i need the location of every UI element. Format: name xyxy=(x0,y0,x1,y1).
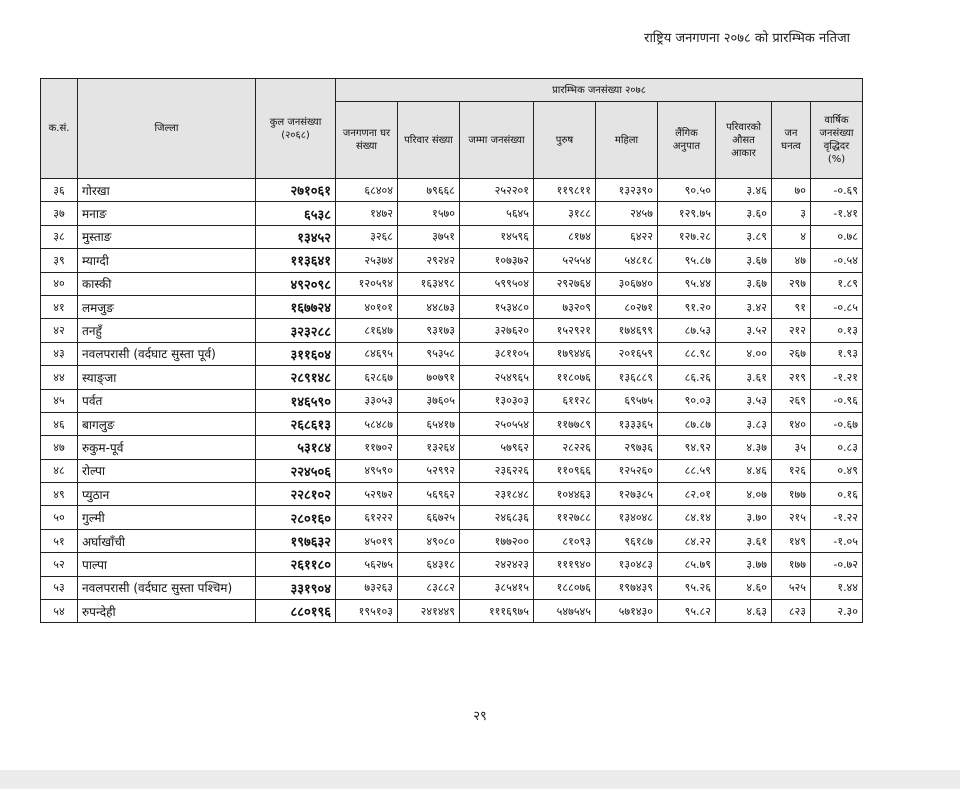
table-row xyxy=(41,342,863,365)
cell-district: प्युठान xyxy=(78,483,256,506)
cell-sex-ratio: ९५.२६ xyxy=(658,576,716,599)
cell-growth-rate: १.८९ xyxy=(811,272,863,295)
cell-density: १४० xyxy=(772,412,811,435)
cell-male: ५४७५४५ xyxy=(534,600,596,623)
cell-houses: १४७२ xyxy=(336,202,398,225)
cell-female: २०१६५९ xyxy=(596,342,658,365)
cell-district: पाल्पा xyxy=(78,553,256,576)
cell-sex-ratio: ८८.९८ xyxy=(658,342,716,365)
cell-density: ३ xyxy=(772,202,811,225)
cell-households: ५६९६२ xyxy=(398,483,460,506)
table-row xyxy=(41,412,863,435)
cell-male: १७९४४६ xyxy=(534,342,596,365)
cell-growth-rate: -०.५४ xyxy=(811,249,863,272)
cell-population: २३६२२६ xyxy=(460,459,534,482)
cell-district: तनहुँ xyxy=(78,319,256,342)
cell-sn: ४० xyxy=(41,272,78,295)
cell-growth-rate: -०.६७ xyxy=(811,412,863,435)
cell-households: २९२४२ xyxy=(398,249,460,272)
cell-sn: ५४ xyxy=(41,600,78,623)
report-title: राष्ट्रिय जनगणना २०७८ को प्रारम्भिक नतिजा xyxy=(644,31,850,46)
cell-district: नवलपरासी (वर्दघाट सुस्ता पश्चिम) xyxy=(78,576,256,599)
header-male: पुरुष xyxy=(534,102,596,179)
cell-male: ७३२०९ xyxy=(534,295,596,318)
table-row xyxy=(41,389,863,412)
cell-sn: ३९ xyxy=(41,249,78,272)
cell-houses: ३२६८ xyxy=(336,225,398,248)
cell-avg-household-size: ३.६१ xyxy=(716,529,772,552)
table-row xyxy=(41,529,863,552)
cell-avg-household-size: ४.४६ xyxy=(716,459,772,482)
cell-male: १११९४० xyxy=(534,553,596,576)
cell-sn: ४६ xyxy=(41,412,78,435)
cell-sn: ४१ xyxy=(41,295,78,318)
cell-households: ९३१७३ xyxy=(398,319,460,342)
header-houses: जनगणना घर संख्या xyxy=(336,102,398,179)
cell-households: ३७५१ xyxy=(398,225,460,248)
cell-growth-rate: -०.७२ xyxy=(811,553,863,576)
cell-avg-household-size: ४.६० xyxy=(716,576,772,599)
table-row xyxy=(41,483,863,506)
cell-population: २४६८३६ xyxy=(460,506,534,529)
cell-sex-ratio: ८७.५३ xyxy=(658,319,716,342)
table-body xyxy=(41,179,863,623)
cell-population: १५३४८० xyxy=(460,295,534,318)
cell-density: १७७ xyxy=(772,553,811,576)
cell-male: २८२२६ xyxy=(534,436,596,459)
cell-households: ६४३१८ xyxy=(398,553,460,576)
cell-sn: ४५ xyxy=(41,389,78,412)
cell-female: १३६८८९ xyxy=(596,366,658,389)
table-row xyxy=(41,506,863,529)
cell-sn: ४४ xyxy=(41,366,78,389)
table-row xyxy=(41,459,863,482)
cell-population: २५२२०१ xyxy=(460,179,534,202)
cell-density: ८२३ xyxy=(772,600,811,623)
cell-male: ६११२८ xyxy=(534,389,596,412)
cell-sn: ४७ xyxy=(41,436,78,459)
cell-total-pop-2068: ८८०१९६ xyxy=(256,600,336,623)
cell-sn: ५० xyxy=(41,506,78,529)
cell-avg-household-size: ३.८३ xyxy=(716,412,772,435)
table-row xyxy=(41,600,863,623)
cell-population: २३१८४८ xyxy=(460,483,534,506)
cell-avg-household-size: ३.७० xyxy=(716,506,772,529)
cell-sex-ratio: १२९.७५ xyxy=(658,202,716,225)
cell-avg-household-size: ३.४६ xyxy=(716,179,772,202)
cell-houses: ४०१०१ xyxy=(336,295,398,318)
cell-sn: ४२ xyxy=(41,319,78,342)
cell-households: ३७६०५ xyxy=(398,389,460,412)
cell-sn: ३६ xyxy=(41,179,78,202)
cell-houses: ७३२६३ xyxy=(336,576,398,599)
cell-total-pop-2068: २८९१४८ xyxy=(256,366,336,389)
cell-population: २५०५५४ xyxy=(460,412,534,435)
cell-district: गोरखा xyxy=(78,179,256,202)
cell-households: ५२९९२ xyxy=(398,459,460,482)
cell-district: कास्की xyxy=(78,272,256,295)
cell-avg-household-size: ४.०७ xyxy=(716,483,772,506)
cell-density: ३५ xyxy=(772,436,811,459)
cell-households: ६५४१७ xyxy=(398,412,460,435)
cell-avg-household-size: ३.५३ xyxy=(716,389,772,412)
cell-total-pop-2068: ३३१९०४ xyxy=(256,576,336,599)
cell-density: २६७ xyxy=(772,342,811,365)
cell-district: अर्घाखाँची xyxy=(78,529,256,552)
cell-houses: ६१२२२ xyxy=(336,506,398,529)
cell-male: ११९८११ xyxy=(534,179,596,202)
cell-households: ७९६६८ xyxy=(398,179,460,202)
cell-growth-rate: ०.१६ xyxy=(811,483,863,506)
cell-density: २१२ xyxy=(772,319,811,342)
cell-growth-rate: ०.१३ xyxy=(811,319,863,342)
cell-total-pop-2068: १४६५९० xyxy=(256,389,336,412)
cell-total-pop-2068: ३२३२८८ xyxy=(256,319,336,342)
cell-households: १३२६४ xyxy=(398,436,460,459)
cell-houses: ४९५९० xyxy=(336,459,398,482)
cell-population: ३८५४१५ xyxy=(460,576,534,599)
cell-sn: ४३ xyxy=(41,342,78,365)
header-female: महिला xyxy=(596,102,658,179)
table-row xyxy=(41,319,863,342)
table-row xyxy=(41,553,863,576)
cell-total-pop-2068: ३११६०४ xyxy=(256,342,336,365)
cell-sex-ratio: ९१.२० xyxy=(658,295,716,318)
cell-sex-ratio: ८५.७९ xyxy=(658,553,716,576)
table-row xyxy=(41,225,863,248)
cell-avg-household-size: ४.३७ xyxy=(716,436,772,459)
header-sn: क.सं. xyxy=(41,79,78,179)
cell-households: २४१४४९ xyxy=(398,600,460,623)
cell-population: ५६४५ xyxy=(460,202,534,225)
cell-male: ११०९६६ xyxy=(534,459,596,482)
cell-total-pop-2068: २७१०६१ xyxy=(256,179,336,202)
cell-female: १३३३६५ xyxy=(596,412,658,435)
cell-female: ५७१४३० xyxy=(596,600,658,623)
cell-density: १२६ xyxy=(772,459,811,482)
cell-total-pop-2068: २२८१०२ xyxy=(256,483,336,506)
cell-sex-ratio: ८८.५९ xyxy=(658,459,716,482)
header-growth-rate: वार्षिक जनसंख्या वृद्धिदर (%) xyxy=(811,102,863,179)
cell-growth-rate: -०.६९ xyxy=(811,179,863,202)
cell-density: १७७ xyxy=(772,483,811,506)
table-row xyxy=(41,576,863,599)
cell-houses: ५६२७५ xyxy=(336,553,398,576)
header-population: जम्मा जनसंख्या xyxy=(460,102,534,179)
cell-sex-ratio: १२७.२८ xyxy=(658,225,716,248)
cell-female: ६४२२ xyxy=(596,225,658,248)
cell-male: ३१८८ xyxy=(534,202,596,225)
cell-sn: ३८ xyxy=(41,225,78,248)
cell-district: स्याङ्जा xyxy=(78,366,256,389)
cell-female: २९७३६ xyxy=(596,436,658,459)
cell-households: ६६७२५ xyxy=(398,506,460,529)
cell-female: १२५२६० xyxy=(596,459,658,482)
cell-growth-rate: -१.४१ xyxy=(811,202,863,225)
cell-avg-household-size: ३.६१ xyxy=(716,366,772,389)
cell-female: ९६१८७ xyxy=(596,529,658,552)
cell-houses: १२०५९४ xyxy=(336,272,398,295)
cell-sex-ratio: ९४.९२ xyxy=(658,436,716,459)
cell-male: ११७७८९ xyxy=(534,412,596,435)
table-row xyxy=(41,249,863,272)
page-number: २९ xyxy=(473,709,487,724)
cell-growth-rate: ०.८३ xyxy=(811,436,863,459)
cell-district: मनाङ xyxy=(78,202,256,225)
cell-sn: ३७ xyxy=(41,202,78,225)
cell-sex-ratio: ९०.५० xyxy=(658,179,716,202)
table-row xyxy=(41,202,863,225)
cell-population: ३२७६२० xyxy=(460,319,534,342)
cell-female: १७४६९९ xyxy=(596,319,658,342)
cell-population: १११६९७५ xyxy=(460,600,534,623)
cell-density: १४९ xyxy=(772,529,811,552)
cell-households: ७०७९१ xyxy=(398,366,460,389)
cell-avg-household-size: ३.६७ xyxy=(716,272,772,295)
table-row xyxy=(41,272,863,295)
cell-avg-household-size: ३.६० xyxy=(716,202,772,225)
cell-sn: ४८ xyxy=(41,459,78,482)
header-avg-household-size: परिवारको औसत आकार xyxy=(716,102,772,179)
cell-district: म्याग्दी xyxy=(78,249,256,272)
cell-households: ८३८८२ xyxy=(398,576,460,599)
header-households: परिवार संख्या xyxy=(398,102,460,179)
cell-houses: २५३७४ xyxy=(336,249,398,272)
cell-growth-rate: १.९३ xyxy=(811,342,863,365)
cell-sex-ratio: ८२.०१ xyxy=(658,483,716,506)
cell-male: ८१७४ xyxy=(534,225,596,248)
cell-total-pop-2068: ४९२०९८ xyxy=(256,272,336,295)
cell-growth-rate: -०.८५ xyxy=(811,295,863,318)
cell-avg-household-size: ३.६७ xyxy=(716,249,772,272)
cell-households: १६३४९८ xyxy=(398,272,460,295)
cell-population: ५७९६२ xyxy=(460,436,534,459)
cell-female: २४५७ xyxy=(596,202,658,225)
cell-total-pop-2068: १६७७२४ xyxy=(256,295,336,318)
cell-growth-rate: -१.०५ xyxy=(811,529,863,552)
cell-density: २६९ xyxy=(772,389,811,412)
cell-district: पर्वत xyxy=(78,389,256,412)
cell-avg-household-size: ४.०० xyxy=(716,342,772,365)
cell-female: १९७४३९ xyxy=(596,576,658,599)
cell-female: १३४०४८ xyxy=(596,506,658,529)
cell-sex-ratio: ९५.८७ xyxy=(658,249,716,272)
cell-growth-rate: १.४४ xyxy=(811,576,863,599)
header-total-pop-2068: कुल जनसंख्या (२०६८) xyxy=(256,79,336,179)
cell-male: १०४४६३ xyxy=(534,483,596,506)
cell-male: २९२७६४ xyxy=(534,272,596,295)
cell-population: २५४९६५ xyxy=(460,366,534,389)
cell-male: १५२९२१ xyxy=(534,319,596,342)
cell-houses: ११७०२ xyxy=(336,436,398,459)
cell-houses: ८१६४७ xyxy=(336,319,398,342)
viewer-bottom-bar xyxy=(0,770,960,789)
cell-total-pop-2068: ११३६४१ xyxy=(256,249,336,272)
cell-houses: ५८४८७ xyxy=(336,412,398,435)
cell-households: ९५३५८ xyxy=(398,342,460,365)
cell-total-pop-2068: २६८६१३ xyxy=(256,412,336,435)
cell-female: १३२३९० xyxy=(596,179,658,202)
cell-male: ५२५५४ xyxy=(534,249,596,272)
cell-density: ५२५ xyxy=(772,576,811,599)
cell-district: लमजुङ xyxy=(78,295,256,318)
cell-sn: ४९ xyxy=(41,483,78,506)
cell-houses: ६२८६७ xyxy=(336,366,398,389)
cell-density: २१५ xyxy=(772,506,811,529)
cell-district: बागलुङ xyxy=(78,412,256,435)
cell-sex-ratio: ९५.४४ xyxy=(658,272,716,295)
cell-male: १८८०७६ xyxy=(534,576,596,599)
cell-growth-rate: २.३० xyxy=(811,600,863,623)
table-row xyxy=(41,436,863,459)
cell-district: गुल्मी xyxy=(78,506,256,529)
cell-houses: ३३०५३ xyxy=(336,389,398,412)
cell-households: ४४८७३ xyxy=(398,295,460,318)
cell-female: ५४८१८ xyxy=(596,249,658,272)
cell-district: रोल्पा xyxy=(78,459,256,482)
cell-growth-rate: ०.७८ xyxy=(811,225,863,248)
header-district: जिल्ला xyxy=(78,79,256,179)
cell-male: ११२७८८ xyxy=(534,506,596,529)
cell-avg-household-size: ३.८९ xyxy=(716,225,772,248)
cell-population: ५९९५०४ xyxy=(460,272,534,295)
cell-sn: ५१ xyxy=(41,529,78,552)
cell-population: १७७२०० xyxy=(460,529,534,552)
cell-population: ३८११०५ xyxy=(460,342,534,365)
cell-density: ७० xyxy=(772,179,811,202)
cell-houses: ४५०१९ xyxy=(336,529,398,552)
cell-male: ८१०९३ xyxy=(534,529,596,552)
cell-sex-ratio: ८७.८७ xyxy=(658,412,716,435)
cell-houses: ६८४०४ xyxy=(336,179,398,202)
table-row xyxy=(41,295,863,318)
cell-female: १३०४८३ xyxy=(596,553,658,576)
cell-density: ९१ xyxy=(772,295,811,318)
cell-female: ३०६७४० xyxy=(596,272,658,295)
cell-growth-rate: -०.९६ xyxy=(811,389,863,412)
cell-population: १०७३७२ xyxy=(460,249,534,272)
cell-avg-household-size: ३.४२ xyxy=(716,295,772,318)
cell-growth-rate: -१.२१ xyxy=(811,366,863,389)
cell-avg-household-size: ३.५२ xyxy=(716,319,772,342)
census-table xyxy=(40,78,863,623)
cell-avg-household-size: ३.७७ xyxy=(716,553,772,576)
cell-male: ११८०७६ xyxy=(534,366,596,389)
header-sex-ratio: लैंगिक अनुपात xyxy=(658,102,716,179)
table-row xyxy=(41,366,863,389)
cell-total-pop-2068: २६११८० xyxy=(256,553,336,576)
cell-sn: ५२ xyxy=(41,553,78,576)
cell-sex-ratio: ८४.१४ xyxy=(658,506,716,529)
cell-growth-rate: ०.४९ xyxy=(811,459,863,482)
cell-sex-ratio: ८४.२२ xyxy=(658,529,716,552)
cell-density: २१९ xyxy=(772,366,811,389)
cell-houses: ५२९७२ xyxy=(336,483,398,506)
cell-total-pop-2068: २८०१६० xyxy=(256,506,336,529)
header-prelim-group: प्रारम्भिक जनसंख्या २०७८ xyxy=(336,79,863,102)
cell-total-pop-2068: १३४५२ xyxy=(256,225,336,248)
cell-density: ४७ xyxy=(772,249,811,272)
cell-district: मुस्ताङ xyxy=(78,225,256,248)
cell-female: ८०२७१ xyxy=(596,295,658,318)
cell-district: नवलपरासी (वर्दघाट सुस्ता पूर्व) xyxy=(78,342,256,365)
table-row xyxy=(41,179,863,202)
cell-total-pop-2068: २२४५०६ xyxy=(256,459,336,482)
cell-total-pop-2068: ५३१८४ xyxy=(256,436,336,459)
cell-district: रुपन्देही xyxy=(78,600,256,623)
cell-sex-ratio: ८६.२६ xyxy=(658,366,716,389)
cell-population: १४५९६ xyxy=(460,225,534,248)
cell-density: २९७ xyxy=(772,272,811,295)
cell-population: २४२४२३ xyxy=(460,553,534,576)
cell-houses: ८४६९५ xyxy=(336,342,398,365)
cell-sex-ratio: ९५.८२ xyxy=(658,600,716,623)
cell-avg-household-size: ४.६३ xyxy=(716,600,772,623)
cell-total-pop-2068: ६५३८ xyxy=(256,202,336,225)
cell-sn: ५३ xyxy=(41,576,78,599)
cell-density: ४ xyxy=(772,225,811,248)
header-density: जन घनत्व xyxy=(772,102,811,179)
cell-total-pop-2068: १९७६३२ xyxy=(256,529,336,552)
cell-houses: १९५१०३ xyxy=(336,600,398,623)
cell-population: १३०३०३ xyxy=(460,389,534,412)
cell-households: ४९०८० xyxy=(398,529,460,552)
cell-households: १५७० xyxy=(398,202,460,225)
cell-female: ६९५७५ xyxy=(596,389,658,412)
cell-sex-ratio: ९०.०३ xyxy=(658,389,716,412)
cell-district: रुकुम-पूर्व xyxy=(78,436,256,459)
cell-growth-rate: -१.२२ xyxy=(811,506,863,529)
cell-female: १२७३८५ xyxy=(596,483,658,506)
